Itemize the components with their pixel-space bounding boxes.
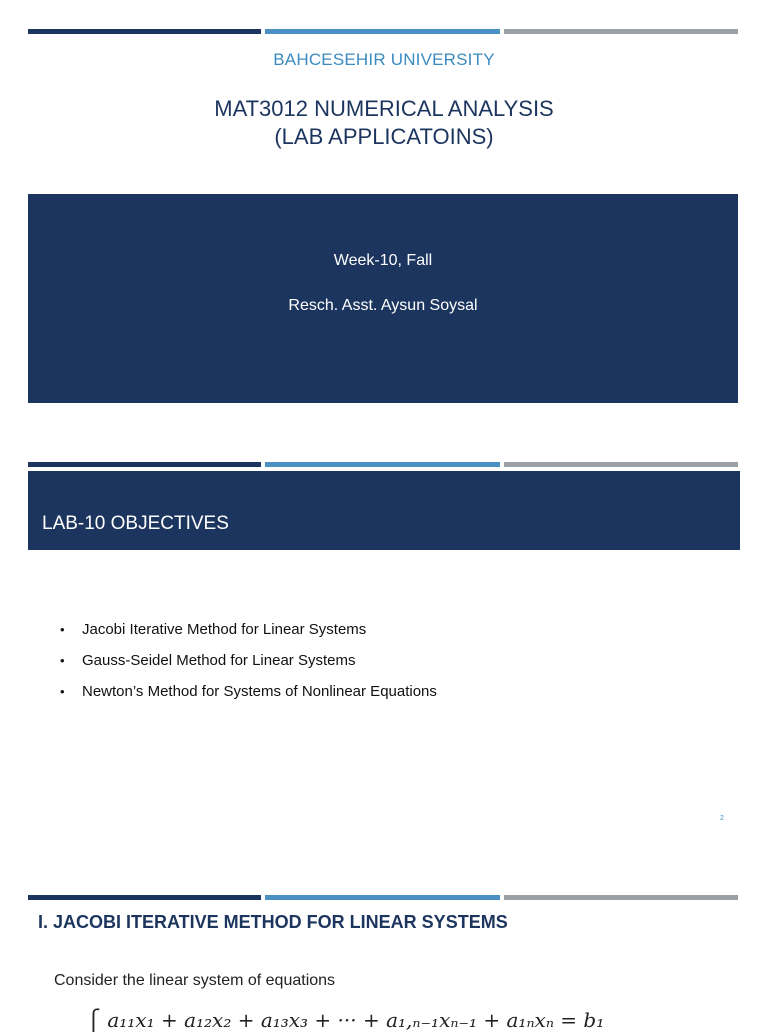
decorative-stripe-slide2 bbox=[28, 462, 740, 467]
intro-text: Consider the linear system of equations bbox=[54, 972, 336, 989]
stripe-blue-segment bbox=[265, 462, 500, 467]
university-name: BAHCESEHIR UNIVERSITY bbox=[273, 50, 495, 69]
week-label: Week-10, Fall bbox=[333, 252, 433, 269]
stripe-blue-segment bbox=[265, 29, 500, 34]
stripe-gray-segment bbox=[504, 462, 738, 467]
author-label: Resch. Asst. Aysun Soysal bbox=[288, 297, 478, 314]
section-title: I. JACOBI ITERATIVE METHOD FOR LINEAR SYSTEMS bbox=[38, 912, 508, 932]
decorative-stripe-top bbox=[28, 29, 740, 34]
equation-first-line: ⎧ a₁₁x₁ + a₁₂x₂ + a₁₃x₃ + ··· + a₁,ₙ₋₁xₙ₋₁ + a₁ₙxₙ = b₁ bbox=[86, 1008, 605, 1032]
bullet-icon: • bbox=[60, 684, 65, 699]
decorative-stripe-slide3 bbox=[28, 895, 740, 900]
stripe-gray-segment bbox=[504, 29, 738, 34]
stripe-navy-segment bbox=[28, 462, 261, 467]
list-item bbox=[60, 682, 437, 713]
course-title-line1: MAT3012 NUMERICAL ANALYSIS bbox=[214, 96, 554, 121]
objective-text: Jacobi Iterative Method for Linear Systems bbox=[82, 621, 367, 638]
course-title-line2: (LAB APPLICATOINS) bbox=[274, 124, 494, 149]
objectives-title: LAB-10 OBJECTIVES bbox=[42, 513, 229, 534]
page-number: 2 bbox=[720, 815, 724, 822]
objective-text: Gauss-Seidel Method for Linear Systems bbox=[82, 652, 356, 669]
bullet-icon: • bbox=[60, 622, 65, 637]
course-title bbox=[0, 95, 768, 151]
objectives-list bbox=[60, 620, 437, 713]
stripe-navy-segment bbox=[28, 895, 261, 900]
objective-text: Newton’s Method for Systems of Nonlinear Equations bbox=[82, 683, 437, 700]
stripe-navy-segment bbox=[28, 29, 261, 34]
objectives-header-band bbox=[28, 471, 740, 550]
stripe-blue-segment bbox=[265, 895, 500, 900]
list-item bbox=[60, 620, 437, 651]
list-item bbox=[60, 651, 437, 682]
stripe-gray-segment bbox=[504, 895, 738, 900]
bullet-icon: • bbox=[60, 653, 65, 668]
